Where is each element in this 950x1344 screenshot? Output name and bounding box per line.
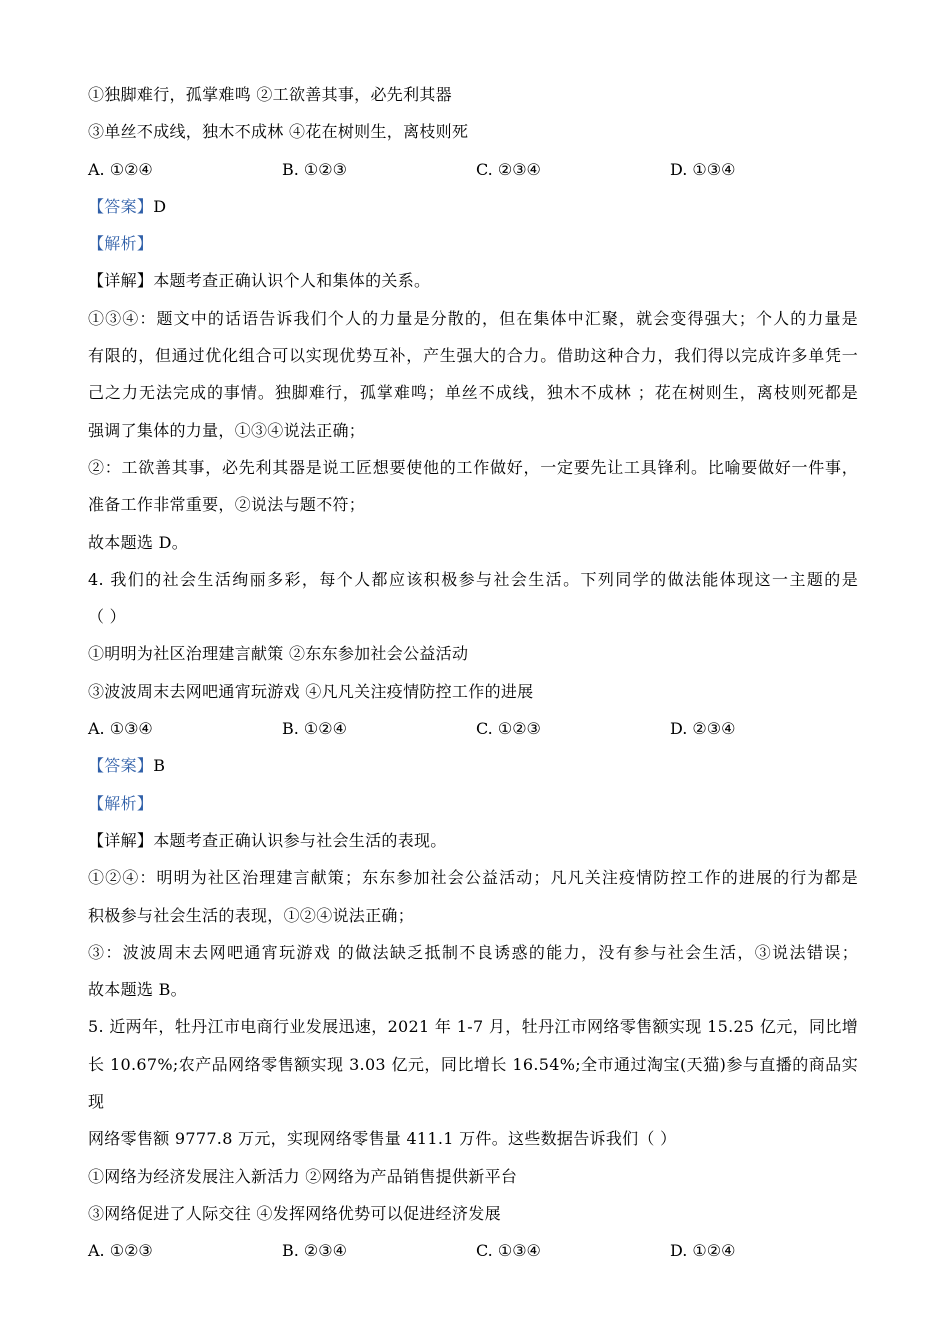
detail-intro: 本题考查正确认识个人和集体的关系。 <box>153 271 431 291</box>
explanation-line: ②：工欲善其事，必先利其器是说工匠想要使他的工作做好，一定要先让工具锋利。比喻要做好一件事， <box>88 457 858 477</box>
question-5 <box>88 1008 858 1269</box>
choice-b: B. ①②③ <box>282 159 347 179</box>
explanation-line: 积极参与社会生活的表现，①②④说法正确； <box>88 905 415 925</box>
choice-c: C. ①②③ <box>476 719 541 739</box>
answer-tag: 【答案】 <box>88 196 154 216</box>
explanation-line: 强调了集体的力量，①③④说法正确； <box>88 420 366 440</box>
question-3 <box>88 76 858 561</box>
detail-intro: 本题考查正确认识参与社会生活的表现。 <box>153 830 447 850</box>
choice-c: C. ②③④ <box>476 159 541 179</box>
analysis-tag: 【解析】 <box>88 793 154 813</box>
analysis-line <box>88 225 858 262</box>
option-line: ③网络促进了人际交往 ④发挥网络优势可以促进经济发展 <box>88 1203 501 1223</box>
choice-a: A. ①②④ <box>88 159 153 179</box>
option-line: ③波波周末去网吧通宵玩游戏 ④凡凡关注疫情防控工作的进展 <box>88 681 534 701</box>
question-stem: 4. 我们的社会生活绚丽多彩，每个人都应该积极参与社会生活。下列同学的做法能体现这一主题的是 <box>88 569 858 589</box>
option-line: ③单丝不成线，独木不成林 ④花在树则生，离枝则死 <box>88 122 469 142</box>
question-stem: 长 10.67%;农产品网络零售额实现 3.03 亿元，同比增长 16.54%;全市通过淘宝(天猫)参与直播的商品实现 <box>88 1054 858 1112</box>
choice-d: D. ②③④ <box>670 719 736 739</box>
choice-a: A. ①③④ <box>88 719 153 739</box>
choice-row <box>88 151 858 188</box>
choice-b: B. ②③④ <box>282 1241 347 1261</box>
choice-d: D. ①②④ <box>670 1241 736 1261</box>
explanation-line: ①②④：明明为社区治理建言献策；东东参加社会公益活动；凡凡关注疫情防控工作的进展的行为都是 <box>88 868 858 888</box>
option-line: ①网络为经济发展注入新活力 ②网络为产品销售提供新平台 <box>88 1166 518 1186</box>
question-stem: 网络零售额 9777.8 万元，实现网络零售量 411.1 万件。这些数据告诉我们（ ） <box>88 1129 677 1149</box>
answer-line <box>88 747 858 784</box>
analysis-tag: 【解析】 <box>88 234 154 254</box>
detail-line <box>88 822 858 859</box>
answer-value: D <box>153 196 167 216</box>
choice-row <box>88 710 858 747</box>
question-4 <box>88 561 858 1009</box>
choice-d: D. ①③④ <box>670 159 736 179</box>
detail-tag: 【详解】 <box>88 830 154 850</box>
question-stem: （ ） <box>88 607 126 627</box>
explanation-line: ③：波波周末去网吧通宵玩游戏 的做法缺乏抵制不良诱惑的能力，没有参与社会生活，③说法错误； <box>88 942 858 962</box>
conclusion-line: 故本题选 D。 <box>88 532 189 552</box>
explanation-line: 有限的，但通过优化组合可以实现优势互补，产生强大的合力。借助这种合力，我们得以完成许多单凭一 <box>88 346 858 366</box>
detail-tag: 【详解】 <box>88 271 154 291</box>
explanation-line: ①③④：题文中的话语告诉我们个人的力量是分散的，但在集体中汇聚，就会变得强大；个人的力量是 <box>88 308 858 328</box>
analysis-line <box>88 785 858 822</box>
answer-tag: 【答案】 <box>88 756 154 776</box>
conclusion-line: 故本题选 B。 <box>88 980 187 1000</box>
choice-c: C. ①③④ <box>476 1241 541 1261</box>
detail-line <box>88 262 858 299</box>
choice-b: B. ①②④ <box>282 719 347 739</box>
explanation-line: 准备工作非常重要，②说法与题不符； <box>88 495 366 515</box>
question-stem: 5. 近两年，牡丹江市电商行业发展迅速，2021 年 1-7 月，牡丹江市网络零售额实现 15.25 亿元，同比增 <box>88 1017 858 1037</box>
choice-a: A. ①②③ <box>88 1241 153 1261</box>
answer-value: B <box>153 756 166 776</box>
choice-row <box>88 1232 858 1269</box>
answer-line <box>88 188 858 225</box>
option-line: ①明明为社区治理建言献策 ②东东参加社会公益活动 <box>88 644 469 664</box>
document-page <box>88 76 858 1270</box>
option-line: ①独脚难行，孤掌难鸣 ②工欲善其事，必先利其器 <box>88 85 452 104</box>
explanation-line: 己之力无法完成的事情。独脚难行，孤掌难鸣；单丝不成线，独木不成林 ；花在树则生，离枝则死都是 <box>88 383 858 403</box>
